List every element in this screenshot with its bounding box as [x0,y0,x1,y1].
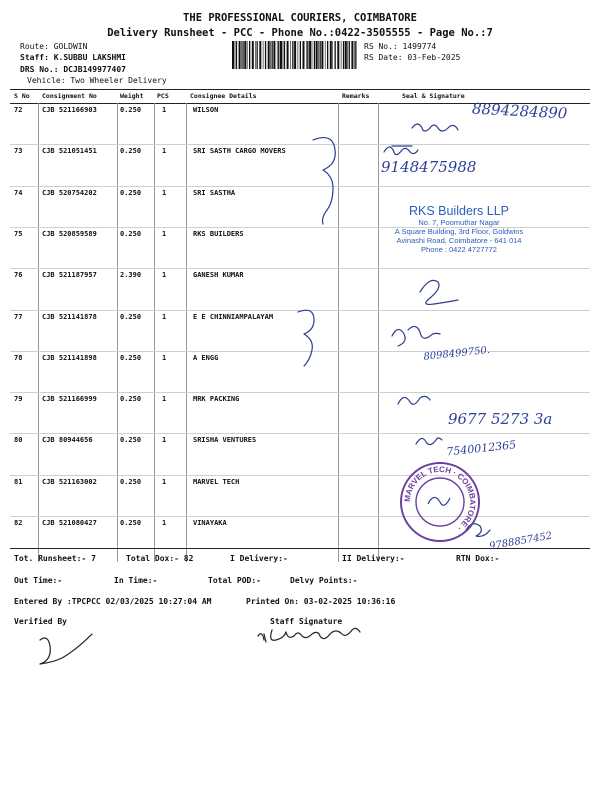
signature-79 [398,396,430,404]
i-delivery: I Delivery:- [230,554,288,563]
brace-mark [298,310,314,366]
cell-sno: 73 [14,147,23,156]
marvel-tech-seal [398,460,482,544]
entered-by: Entered By :TPCPCC 02/03/2025 10:27:04 AM [14,597,212,606]
cell-consignee: SRI SASTH CARGO MOVERS [193,147,286,156]
col-consignee: Consignee Details [190,92,257,100]
cell-consignment-no: CJB 520754202 [42,188,97,197]
cell-weight: 0.250 [120,188,142,197]
cell-consignee: SRI SASTHA [193,188,236,197]
col-consignment: Consignment No [42,92,97,100]
cell-consignment-no: CJB 521187957 [42,271,97,280]
drs-number: DRS No.: DCJB149977407 [20,65,126,74]
cell-consignment-no: CJB 521080427 [42,519,97,527]
vehicle-label: Vehicle: Two Wheeler Delivery [27,76,167,85]
cell-weight: 0.250 [120,106,142,114]
cell-pcs: 1 [162,229,167,238]
in-time: In Time:- [114,576,158,585]
col-pcs: PCS [157,92,169,100]
document-subtitle: Delivery Runsheet - PCC - Phone No.:0422-3505555 - Page No.:7 [107,27,493,39]
phone-handwritten-82: 9788857452 [488,530,554,553]
cell-pcs: 1 [162,477,167,486]
seal-ring-text: MARVEL TECH · COIMBATORE · [402,464,478,533]
cell-weight: 0.250 [120,436,142,445]
cell-weight: 0.250 [120,312,142,321]
cell-pcs: 1 [162,519,167,527]
printed-on: Printed On: 03-02-2025 10:36:16 [246,597,396,606]
tot-runsheet: Tot. Runsheet:- 7 [14,554,96,563]
cell-consignment-no: CJB 521141898 [42,353,97,362]
col-remarks: Remarks [342,92,370,100]
cell-weight: 2.390 [120,271,142,280]
cell-consignee: SRISHA VENTURES [193,436,257,445]
cell-consignee: A ENGG [193,353,219,362]
cell-consignee: E E CHINNIAMPALAYAM [193,312,274,321]
signature-73 [384,146,418,155]
svg-text:MARVEL TECH · COIMBATORE · [403,465,477,533]
cell-weight: 0.250 [120,477,142,486]
rs-date: RS Date: 03-Feb-2025 [364,53,461,62]
out-time: Out Time:- [14,576,63,585]
delvy-points: Delvy Points:- [290,576,358,585]
cell-pcs: 1 [162,271,167,280]
rks-builders-stamp [370,204,548,254]
stamp-line: No. 7, Poomuthar Nagar [418,218,500,227]
cell-sno: 77 [14,312,23,321]
phone-handwritten-78: 8098499750. [422,344,491,363]
cell-consignee: RKS BUILDERS [193,229,244,238]
cell-pcs: 1 [162,106,167,114]
cell-consignment-no: CJB 521141878 [42,312,97,321]
stamp-line: A Square Building, 3rd Floor, Goldwins [394,227,524,236]
cell-sno: 79 [14,395,23,404]
stamp-line: Avinashi Road, Coimbatore - 641 014 [396,236,522,245]
cell-pcs: 1 [162,395,167,404]
cell-pcs: 1 [162,147,167,156]
cell-weight: 0.250 [120,229,142,238]
route-label: Route: GOLDWIN [20,42,88,51]
cell-sno: 81 [14,477,23,486]
staff-signature-mark [258,628,360,642]
verifier-signature [40,634,92,664]
cell-consignment-no: CJB 521051451 [42,147,97,156]
cell-pcs: 1 [162,436,167,445]
stamp-line: Phone : 0422 4727772 [421,245,497,254]
cell-sno: 82 [14,519,23,527]
staff-signature-label: Staff Signature [270,617,343,626]
cell-consignee: VINAYAKA [193,519,227,527]
ii-delivery: II Delivery:- [342,554,405,563]
total-pod: Total POD:- [208,576,261,585]
phone-handwritten-80: 7540012365 [445,438,517,459]
cell-consignment-no: CJB 521166903 [42,106,97,114]
cell-weight: 0.250 [120,519,142,527]
total-dox: Total Dox:- 82 [126,554,194,563]
col-sno: S No [14,92,30,100]
signature-72 [412,124,458,131]
col-weight: Weight [120,92,144,100]
cell-consignment-no: CJB 521166999 [42,395,97,404]
cell-consignee: WILSON [193,106,219,114]
cell-weight: 0.250 [120,353,142,362]
cell-sno: 78 [14,353,23,362]
phone-handwritten-79: 9677 5273 3a [448,410,553,428]
cell-weight: 0.250 [120,395,142,404]
signature-76 [420,280,458,304]
phone-handwritten-73: 9148475988 [381,158,477,176]
signature-80 [416,438,442,445]
cell-consignment-no: CJB 521163002 [42,477,97,486]
brace-mark [313,138,335,224]
cell-pcs: 1 [162,312,167,321]
cell-consignee: MARVEL TECH [193,477,240,486]
rs-number: RS No.: 1499774 [364,42,437,51]
cell-sno: 75 [14,229,23,238]
cell-sno: 72 [14,106,23,114]
rtn-dox: RTN Dox:- [456,554,500,563]
verified-by: Verified By [14,617,67,626]
col-seal-signature: Seal & Signature [402,92,465,100]
cell-sno: 74 [14,188,23,197]
phone-handwritten-72: 8894284890 [471,99,568,123]
cell-consignee: MRK PACKING [193,395,240,404]
cell-pcs: 1 [162,353,167,362]
cell-consignment-no: CJB 80944656 [42,436,93,445]
stamp-title: RKS Builders LLP [408,204,510,218]
cell-pcs: 1 [162,188,167,197]
staff-label: Staff: K.SUBBU LAKSHMI [20,53,126,62]
signature-77 [392,326,440,346]
cell-sno: 76 [14,271,23,280]
cell-consignee: GANESH KUMAR [193,271,244,280]
cell-sno: 80 [14,436,23,445]
cell-consignment-no: CJB 520859589 [42,229,97,238]
cell-weight: 0.250 [120,147,142,156]
document-title: THE PROFESSIONAL COURIERS, COIMBATORE [183,12,417,24]
